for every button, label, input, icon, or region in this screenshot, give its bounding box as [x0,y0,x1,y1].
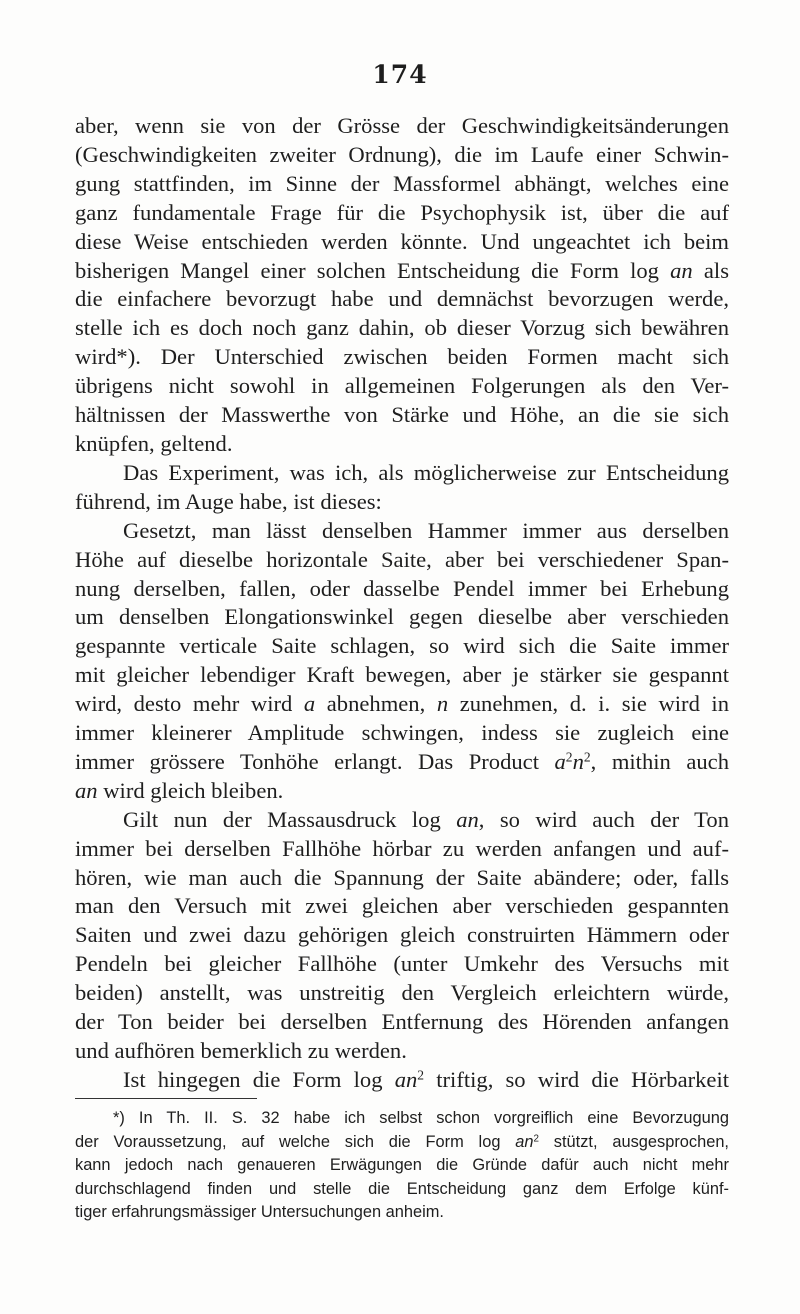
page-number: 174 [372,60,428,89]
math-an: an [394,1066,418,1092]
text-line: hältnissen der Masswerthe von Stärke und Höhe, an die sie sich [75,402,729,428]
text-segment: zunehmen, d. i. sie wird in [448,691,730,717]
text-line: beiden) anstellt, was unstreitig den Vergleich erleichtern würde, [75,980,729,1006]
footnote-line [75,1131,729,1155]
text-line: führend, im Auge habe, ist dieses: [75,488,382,514]
text-line: gespannte verticale Saite schlagen, so wird sich die Saite immer [75,633,729,659]
text-segment: wird gleich bleiben. [97,777,284,803]
exponent: 2 [583,749,591,765]
math-a: a [554,748,566,774]
text-line [75,690,729,719]
exponent: 2 [417,1067,425,1083]
math-an: an [75,777,98,803]
text-line: diese Weise entschieden werden könnte. Und ungeachtet ich beim [75,228,729,254]
text-segment: stützt, ausgesprochen, [538,1132,729,1151]
math-an: an [670,257,693,283]
text-line: immer kleinerer Amplitude schwingen, indess sie zugleich eine [75,720,729,746]
footnote-line: kann jedoch nach genaueren Erwägungen die Gründe dafür auch nicht mehr [75,1156,729,1175]
text-segment: der Voraussetzung, auf welche sich die Form log [75,1132,516,1151]
text-line: ganz fundamentale Frage für die Psychophysik ist, über die auf [75,199,729,225]
text-line: Das Experiment, was ich, als möglicherweise zur Entscheidung [123,459,729,485]
math-an: an [456,806,479,832]
math-n: n [436,691,449,717]
text-line: Gesetzt, man lässt denselben Hammer immer aus derselben [123,517,729,543]
text-segment: als [692,257,729,283]
text-line: knüpfen, geltend. [75,430,233,456]
footnote [75,1107,729,1225]
text-line: man den Versuch mit zwei gleichen aber verschieden gespannten [75,893,729,919]
text-segment: wird, desto mehr wird [75,691,304,717]
text-line: die einfachere bevorzugt habe und demnächst bevorzugen werde, [75,286,729,312]
text-line: nung derselben, fallen, oder dasselbe Pendel immer bei Erhebung [75,575,729,601]
math-a: a [303,691,316,717]
text-line: der Ton beider bei derselben Entfernung des Hörenden anfangen [75,1009,729,1035]
text-segment: triftig, so wird die Hörbarkeit [424,1066,729,1092]
text-segment: Gilt nun der Massausdruck log [123,806,457,832]
exponent: 2 [533,1133,539,1145]
math-an: an [515,1132,534,1151]
footnote-line: durchschlagend finden und stelle die Entscheidung ganz dem Erfolge künf- [75,1179,729,1198]
text-line: mit gleicher lebendiger Kraft bewegen, aber je stärker sie gespannt [75,662,729,688]
text-line: immer bei derselben Fallhöhe hörbar zu werden anfangen und auf- [75,835,729,861]
text-segment: immer grössere Tonhöhe erlangt. Das Product [75,748,555,774]
text-line: übrigens nicht sowohl in allgemeinen Folgerungen als den Ver- [75,373,729,399]
text-line [75,1066,729,1095]
text-line: wird*). Der Unterschied zwischen beiden Formen macht sich [75,344,729,370]
text-line: um denselben Elongationswinkel gegen dieselbe aber verschieden [75,604,729,630]
text-line: gung stattfinden, im Sinne der Massformel abhängt, welches eine [75,170,729,196]
footnote-line: tiger erfahrungsmässiger Untersuchungen anheim. [75,1203,444,1222]
footnote-divider [75,1098,257,1099]
text-line [75,748,729,777]
text-segment: abnehmen, [315,691,437,717]
text-segment: Ist hingegen die Form log [123,1066,395,1092]
text-line [75,777,729,806]
main-text [75,112,729,1095]
text-segment: , so wird auch der Ton [478,806,729,832]
text-line: Saiten und zwei dazu gehörigen gleich construirten Hämmern oder [75,922,729,948]
text-line: und aufhören bemerklich zu werden. [75,1038,407,1063]
text-line: Pendeln bei gleicher Fallhöhe (unter Umkehr des Versuchs mit [75,951,729,977]
exponent: 2 [565,749,573,765]
footnote-line: *) In Th. II. S. 32 habe ich selbst schon vorgreiflich eine Bevorzugung [113,1109,729,1127]
text-line: Höhe auf dieselbe horizontale Saite, aber bei verschiedener Span- [75,546,729,572]
text-line: aber, wenn sie von der Grösse der Geschwindigkeitsänderungen [75,113,729,138]
text-line: hören, wie man auch die Spannung der Saite abändere; oder, falls [75,864,729,890]
text-line [75,806,729,835]
text-line [75,257,729,286]
text-segment: , mithin auch [590,748,729,774]
text-line: (Geschwindigkeiten zweiter Ordnung), die im Laufe einer Schwin- [75,141,729,167]
text-line: stelle ich es doch noch ganz dahin, ob dieser Vorzug sich bewähren [75,315,729,341]
text-segment: bisherigen Mangel einer solchen Entscheidung die Form log [75,257,671,283]
math-n: n [572,748,584,774]
